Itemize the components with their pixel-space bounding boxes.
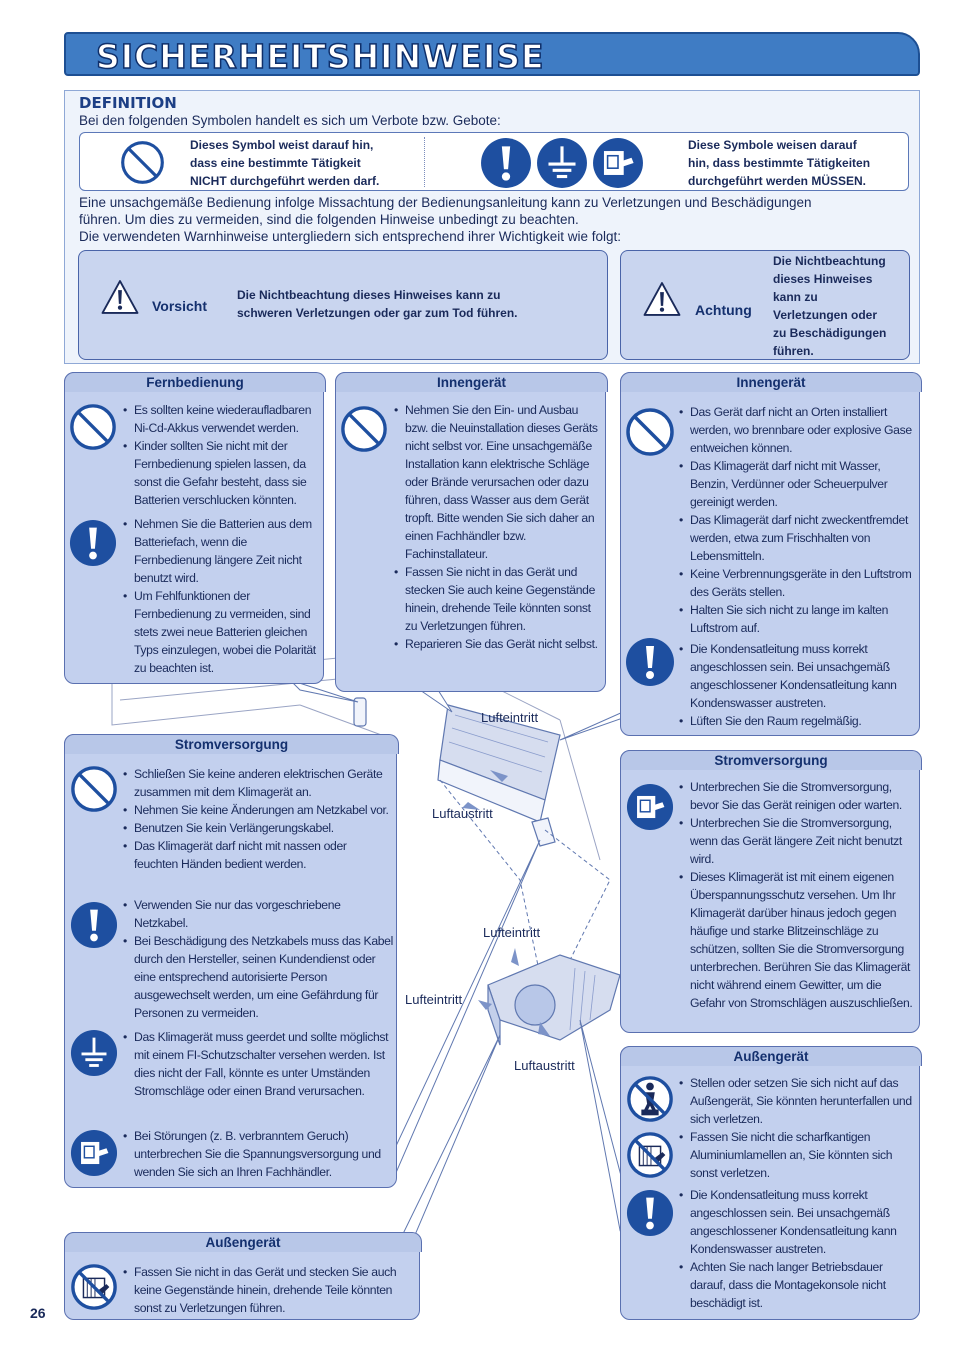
list-item: • Die Kondensatleitung muss korrekt angeschlossen sein. Bei unsachgemäß angeschlossener Kondensatleitung kann Kondenswasser austreten.: [679, 1186, 915, 1258]
panel-title: Innengerät: [620, 372, 922, 392]
air-inlet-label: Lufteintritt: [483, 925, 541, 940]
remote-prohibit-list: [123, 401, 319, 509]
outdoor-fins-list: [679, 1128, 915, 1182]
outdoor-left-list: [123, 1263, 415, 1317]
mandatory-icon: [69, 519, 117, 567]
list-item: • Keine Verbrennungsgeräte in den Luftstrom des Geräts stellen.: [679, 565, 915, 601]
ground-icon: [70, 1029, 118, 1077]
list-item: • Benutzen Sie kein Verlängerungskabel.: [123, 819, 393, 837]
indoor-usage-mandatory-list: [679, 640, 915, 730]
outdoor-unit-panel-right: [620, 1046, 920, 1320]
outdoor-climb-list: [679, 1074, 915, 1128]
vorsicht-text: Die Nichtbeachtung dieses Hinweises kann zu schweren Verletzungen oder gar zum Tod führen.: [237, 288, 518, 320]
power-unplug-list: [123, 1127, 393, 1181]
no-touch-fins-icon: [626, 1131, 674, 1179]
list-item: • Bei Beschädigung des Netzkabels muss das Kabel durch den Hersteller, seinen Kundendienst oder eine entsprechend autorisierte Person ausgewechselt werden, um eine Gefährdung für Personen zu vermeiden.: [123, 932, 393, 1022]
prohibit-icon: [69, 403, 117, 451]
indoor-unit-install-panel: [335, 372, 606, 692]
prohibit-icon: [625, 407, 675, 457]
panel-title: Stromversorgung: [620, 750, 922, 770]
list-item: • Nehmen Sie den Ein- und Ausbau bzw. die Neuinstallation dieses Geräts nicht selbst vor. Eine unsachgemäße Installation kann elektrische Schläge oder Brände verursachen oder dazu führen, dass Wasser aus dem Gerät tropft. Bitte wenden Sie sich daher an einen Fachhändler bzw. Fachinstallateur.: [394, 401, 600, 563]
remote-control: [354, 698, 366, 726]
air-inlet-label: Lufteintritt: [481, 710, 539, 725]
panel-title: Außengerät: [620, 1046, 922, 1066]
list-item: • Das Klimagerät darf nicht zweckentfremdet werden, etwa zum Frischhalten von Lebensmitteln.: [679, 511, 915, 565]
remote-control-panel: [64, 372, 324, 684]
prohibit-description: Dieses Symbol weist darauf hin, dass eine bestimmte Tätigkeit NICHT durchgeführt werden darf.: [190, 138, 380, 188]
list-item: • Es sollten keine wiederaufladbaren Ni-Cd-Akkus verwendet werden.: [123, 401, 319, 437]
list-item: • Unterbrechen Sie die Stromversorgung, bevor Sie das Gerät reinigen oder warten.: [679, 778, 915, 814]
indoor-usage-prohibit-list: [679, 403, 915, 637]
outdoor-unit-panel-left: [64, 1232, 420, 1320]
indoor-install-list: [394, 401, 600, 653]
outdoor-unit: [488, 955, 620, 1045]
list-item: • Das Klimagerät darf nicht mit Wasser, Benzin, Verdünner oder Scheuerpulver gereinigt werden.: [679, 457, 915, 511]
list-item: • Nehmen Sie die Batterien aus dem Batteriefach, wenn die Fernbedienung längere Zeit nicht benutzt wird.: [123, 515, 319, 587]
list-item: • Verwenden Sie nur das vorgeschriebene Netzkabel.: [123, 896, 393, 932]
list-item: • Stellen oder setzen Sie sich nicht auf das Außengerät, Sie könnten herunterfallen und sich verletzen.: [679, 1074, 915, 1128]
mandatory-description: Diese Symbole weisen darauf hin, dass bestimmte Tätigkeiten durchgeführt werden MÜSSEN.: [688, 138, 871, 188]
list-item: • Dieses Klimagerät ist mit einem eigenen Überspannungsschutz versehen. Um Ihr Klimagerät darüber hinaus jedoch gegen häufige und starke Blitzeinschläge zu schützen, sollten Sie die Stromversorgung unterbrechen. Berühren Sie das Klimagerät nicht während einem Gewitter, um die Gefahr von Stromschlägen auszuschließen.: [679, 868, 915, 1012]
prohibit-icon: [70, 765, 118, 813]
power-supply-panel-right: [620, 750, 920, 1033]
no-touch-fan-icon: [70, 1263, 118, 1311]
panel-title: Innengerät: [335, 372, 608, 392]
list-item: • Lüften Sie den Raum regelmäßig.: [679, 712, 915, 730]
prohibit-icon: [340, 405, 388, 453]
list-item: • Nehmen Sie keine Änderungen am Netzkabel vor.: [123, 801, 393, 819]
list-item: • Kinder sollten Sie nicht mit der Fernbedienung spielen lassen, da sonst die Gefahr besteht, dass sie Batterien verschlucken könnten.: [123, 437, 319, 509]
mandatory-icon: [626, 1189, 674, 1237]
panel-title: Außengerät: [64, 1232, 422, 1252]
page-title: SICHERHEITSHINWEISE: [96, 37, 545, 76]
definition-intro: Bei den folgenden Symbolen handelt es sich um Verbote bzw. Gebote:: [79, 113, 501, 128]
unplug-icon: [70, 1129, 118, 1177]
power-ground-list: [123, 1028, 393, 1100]
wall-outlet: [532, 818, 555, 846]
list-item: • Das Gerät darf nicht an Orten installiert werden, wo brennbare oder explosive Gase entweichen können.: [679, 403, 915, 457]
mandatory-icon: [70, 901, 118, 949]
list-item: • Achten Sie nach langer Betriebsdauer darauf, dass die Montagekonsole nicht beschädigt ist.: [679, 1258, 915, 1312]
list-item: • Das Klimagerät muss geerdet und sollte möglichst mit einem FI-Schutzschalter versehen werden. Ist dies nicht der Fall, könnte es unter Umständen Stromschläge oder einen Brand verursachen.: [123, 1028, 393, 1100]
achtung-label: Achtung: [695, 302, 752, 318]
list-item: • Halten Sie sich nicht zu lange im kalten Luftstrom auf.: [679, 601, 915, 637]
list-item: • Fassen Sie nicht in das Gerät und stecken Sie auch keine Gegenstände hinein, drehende Teile könnten sonst zu Verletzungen führen.: [123, 1263, 415, 1317]
mandatory-icon: [625, 637, 675, 687]
definition-heading: DEFINITION: [79, 94, 177, 112]
list-item: • Fassen Sie nicht in das Gerät und stecken Sie auch keine Gegenstände hinein, drehende Teile könnten sonst zu Verletzungen führen.: [394, 563, 600, 635]
power-prohibit-list: [123, 765, 393, 873]
definition-paragraph: Eine unsachgemäße Bedienung infolge Missachtung der Bedienungsanleitung kann zu Verletzungen und Beschädigungen führen. Um dies zu vermeiden, sind die folgenden Hinweise unbedingt zu beachten. Die verwendeten Warnhinweise untergliedern sich entsprechend ihrer Wichtigkeit wie folgt:: [79, 195, 812, 244]
air-inlet-label: Lufteintritt: [405, 992, 463, 1007]
list-item: • Das Klimagerät darf nicht mit nassen oder feuchten Händen bedient werden.: [123, 837, 393, 873]
air-outlet-label: Luftaustritt: [432, 806, 493, 821]
list-item: • Unterbrechen Sie die Stromversorgung, wenn das Gerät längere Zeit nicht benutzt wird.: [679, 814, 915, 868]
list-item: • Reparieren Sie das Gerät nicht selbst.: [394, 635, 600, 653]
power-right-list: [679, 778, 915, 1012]
achtung-text: Die Nichtbeachtung dieses Hinweises kann zu Verletzungen oder zu Beschädigungen führen.: [773, 254, 887, 358]
panel-title: Fernbedienung: [64, 372, 326, 392]
air-outlet-label: Luftaustritt: [514, 1058, 575, 1073]
panel-title: Stromversorgung: [64, 734, 399, 754]
indoor-unit-usage-panel: [620, 372, 920, 736]
list-item: • Die Kondensatleitung muss korrekt angeschlossen sein. Bei unsachgemäß angeschlossener Kondensatleitung kann Kondenswasser austreten.: [679, 640, 915, 712]
no-climb-icon: [626, 1075, 674, 1123]
power-supply-panel-left: [64, 734, 397, 1188]
list-item: • Um Fehlfunktionen der Fernbedienung zu vermeiden, sind stets zwei neue Batterien gleichen Typs einzulegen, wobei die Polarität zu beachten ist.: [123, 587, 319, 677]
list-item: • Fassen Sie nicht die scharfkantigen Aluminiumlamellen an, Sie könnten sich sonst verletzen.: [679, 1128, 915, 1182]
list-item: • Bei Störungen (z. B. verbranntem Geruch) unterbrechen Sie die Spannungsversorgung und wenden Sie sich an Ihren Fachhändler.: [123, 1127, 393, 1181]
list-item: • Schließen Sie keine anderen elektrischen Geräte zusammen mit dem Klimagerät an.: [123, 765, 393, 801]
unplug-icon: [626, 783, 674, 831]
page-number: 26: [30, 1305, 46, 1321]
remote-mandatory-list: [123, 515, 319, 677]
vorsicht-label: Vorsicht: [152, 298, 207, 314]
outdoor-mandatory-list: [679, 1186, 915, 1312]
power-mandatory-list: [123, 896, 393, 1022]
